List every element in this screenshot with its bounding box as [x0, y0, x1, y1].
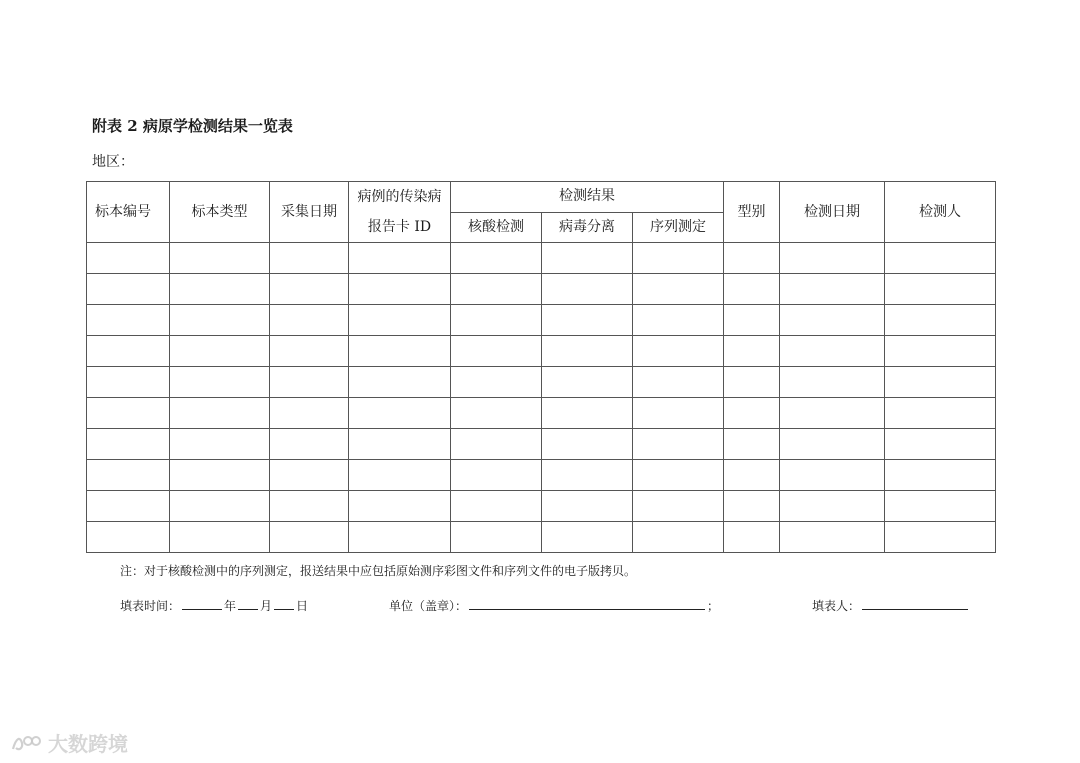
table-cell[interactable] — [170, 398, 270, 429]
table-cell[interactable] — [170, 336, 270, 367]
header-nucleic-acid: 核酸检测 — [451, 212, 542, 243]
table-cell[interactable] — [633, 243, 724, 274]
table-cell[interactable] — [451, 491, 542, 522]
table-cell[interactable] — [349, 429, 451, 460]
table-cell[interactable] — [885, 336, 996, 367]
table-cell[interactable] — [633, 336, 724, 367]
table-cell[interactable] — [885, 429, 996, 460]
table-cell[interactable] — [633, 367, 724, 398]
table-cell[interactable] — [270, 336, 349, 367]
table-cell[interactable] — [633, 305, 724, 336]
table-cell[interactable] — [451, 243, 542, 274]
table-row — [87, 274, 996, 305]
header-report-card-line1: 病例的传染病 — [357, 189, 442, 205]
table-row — [87, 460, 996, 491]
table-cell[interactable] — [87, 522, 170, 553]
table-cell[interactable] — [885, 243, 996, 274]
table-cell[interactable] — [170, 367, 270, 398]
table-cell[interactable] — [87, 274, 170, 305]
table-cell[interactable] — [270, 243, 349, 274]
table-cell[interactable] — [451, 367, 542, 398]
table-cell[interactable] — [780, 522, 885, 553]
table-cell[interactable] — [780, 398, 885, 429]
table-cell[interactable] — [780, 491, 885, 522]
note-text: 注：对于核酸检测中的序列测定，报送结果中应包括原始测序彩图文件和序列文件的电子版拷贝。 — [120, 564, 637, 578]
table-cell[interactable] — [780, 429, 885, 460]
table-cell[interactable] — [633, 522, 724, 553]
table-cell[interactable] — [542, 460, 633, 491]
unit-end: ； — [707, 599, 720, 613]
filler-label: 填表人： — [812, 599, 861, 613]
table-cell[interactable] — [451, 460, 542, 491]
header-sample-type: 标本类型 — [170, 182, 270, 243]
table-cell[interactable] — [633, 274, 724, 305]
table-cell[interactable] — [451, 274, 542, 305]
table-row — [87, 522, 996, 553]
month-blank[interactable] — [238, 597, 258, 610]
table-cell[interactable] — [270, 367, 349, 398]
year-label: 年 — [224, 599, 237, 613]
table-cell[interactable] — [349, 243, 451, 274]
watermark — [10, 728, 128, 757]
table-cell[interactable] — [542, 305, 633, 336]
table-row — [87, 336, 996, 367]
table-cell[interactable] — [170, 305, 270, 336]
table-cell[interactable] — [451, 429, 542, 460]
table-cell[interactable] — [780, 336, 885, 367]
table-row — [87, 491, 996, 522]
watermark-text: 大数跨境 — [48, 732, 128, 756]
table-cell[interactable] — [542, 491, 633, 522]
header-collection-date: 采集日期 — [270, 182, 349, 243]
results-table — [86, 181, 996, 553]
table-cell[interactable] — [885, 522, 996, 553]
table-cell[interactable] — [724, 336, 780, 367]
table-cell[interactable] — [542, 336, 633, 367]
table-cell[interactable] — [87, 367, 170, 398]
table-row — [87, 367, 996, 398]
table-cell[interactable] — [885, 274, 996, 305]
header-test-date: 检测日期 — [780, 182, 885, 243]
filler-blank[interactable] — [862, 597, 968, 610]
table-cell[interactable] — [349, 367, 451, 398]
table-row — [87, 243, 996, 274]
header-report-card-id — [349, 182, 451, 243]
table-cell[interactable] — [87, 398, 170, 429]
table-cell[interactable] — [270, 491, 349, 522]
table-cell[interactable] — [724, 429, 780, 460]
table-cell[interactable] — [349, 522, 451, 553]
brand-logo-icon — [10, 732, 42, 754]
header-test-results: 检测结果 — [451, 182, 724, 213]
table-cell[interactable] — [170, 460, 270, 491]
header-report-card-line2: 报告卡 ID — [367, 219, 432, 235]
month-label: 月 — [260, 599, 273, 613]
unit-blank[interactable] — [469, 597, 705, 610]
table-cell[interactable] — [270, 274, 349, 305]
table-cell[interactable] — [724, 460, 780, 491]
table-cell[interactable] — [542, 243, 633, 274]
table-cell[interactable] — [270, 429, 349, 460]
table-cell[interactable] — [780, 243, 885, 274]
table-cell[interactable] — [87, 336, 170, 367]
table-cell[interactable] — [885, 305, 996, 336]
year-blank[interactable] — [182, 597, 222, 610]
header-sequencing: 序列测定 — [633, 212, 724, 243]
table-cell[interactable] — [633, 460, 724, 491]
table-cell[interactable] — [349, 398, 451, 429]
filler-field — [812, 597, 970, 614]
table-cell[interactable] — [87, 491, 170, 522]
table-cell[interactable] — [542, 398, 633, 429]
table-cell[interactable] — [349, 274, 451, 305]
table-row — [87, 305, 996, 336]
table-cell[interactable] — [170, 491, 270, 522]
table-cell[interactable] — [542, 274, 633, 305]
day-label: 日 — [296, 599, 309, 613]
table-cell[interactable] — [724, 491, 780, 522]
table-cell[interactable] — [724, 274, 780, 305]
table-cell[interactable] — [170, 243, 270, 274]
day-blank[interactable] — [274, 597, 294, 610]
table-cell[interactable] — [270, 460, 349, 491]
table-cell[interactable] — [885, 367, 996, 398]
table-cell[interactable] — [724, 522, 780, 553]
table-cell[interactable] — [87, 305, 170, 336]
table-cell[interactable] — [724, 398, 780, 429]
unit-field — [389, 597, 719, 614]
header-tester: 检测人 — [885, 182, 996, 243]
table-cell[interactable] — [270, 305, 349, 336]
table-cell[interactable] — [170, 429, 270, 460]
table-cell[interactable] — [87, 460, 170, 491]
table-cell[interactable] — [633, 398, 724, 429]
header-sample-id: 标本编号 — [87, 182, 170, 243]
table-cell[interactable] — [780, 460, 885, 491]
table-cell[interactable] — [780, 305, 885, 336]
table-row — [87, 398, 996, 429]
table-cell[interactable] — [349, 491, 451, 522]
unit-label: 单位（盖章）： — [389, 599, 468, 613]
table-cell[interactable] — [451, 398, 542, 429]
header-genotype: 型别 — [724, 182, 780, 243]
page-title: 附表 2 病原学检测结果一览表 — [92, 117, 293, 135]
table-cell[interactable] — [724, 367, 780, 398]
table-cell[interactable] — [885, 491, 996, 522]
table-cell[interactable] — [885, 398, 996, 429]
table-cell[interactable] — [170, 274, 270, 305]
table-cell[interactable] — [724, 243, 780, 274]
table-cell[interactable] — [87, 429, 170, 460]
table-cell[interactable] — [270, 522, 349, 553]
header-virus-isolation: 病毒分离 — [542, 212, 633, 243]
table-cell[interactable] — [542, 367, 633, 398]
table-cell[interactable] — [270, 398, 349, 429]
fill-time-label: 填表时间： — [120, 599, 181, 613]
table-cell[interactable] — [451, 522, 542, 553]
table-cell[interactable] — [633, 491, 724, 522]
fill-time-field — [120, 597, 308, 614]
table-cell[interactable] — [349, 305, 451, 336]
table-cell[interactable] — [885, 460, 996, 491]
table-cell[interactable] — [633, 429, 724, 460]
table-cell[interactable] — [349, 336, 451, 367]
table-cell[interactable] — [451, 305, 542, 336]
table-cell[interactable] — [780, 274, 885, 305]
table-cell[interactable] — [724, 305, 780, 336]
table-cell[interactable] — [349, 460, 451, 491]
table-cell[interactable] — [87, 243, 170, 274]
table-cell[interactable] — [542, 522, 633, 553]
region-label: 地区： — [92, 154, 134, 170]
table-cell[interactable] — [170, 522, 270, 553]
table-cell[interactable] — [451, 336, 542, 367]
table-cell[interactable] — [780, 367, 885, 398]
table-row — [87, 429, 996, 460]
table-cell[interactable] — [542, 429, 633, 460]
table-body — [87, 243, 996, 553]
